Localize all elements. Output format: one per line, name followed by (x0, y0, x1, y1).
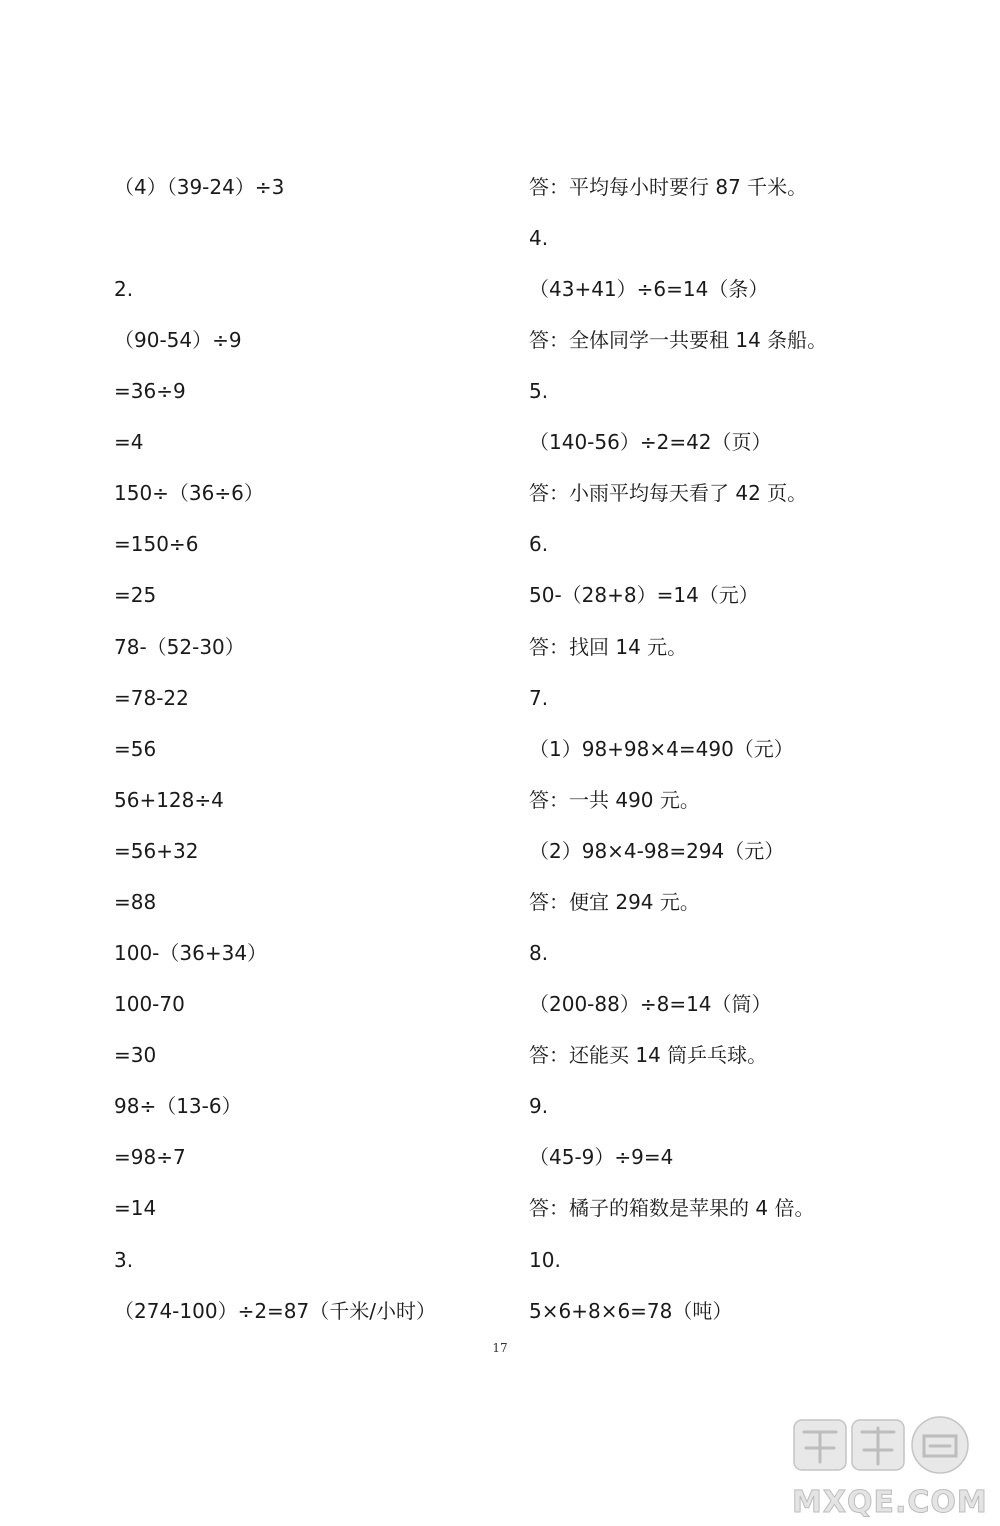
right-line: 答：小雨平均每天看了 42 页。 (529, 481, 808, 505)
right-line: 5×6+8×6=78（吨） (529, 1299, 733, 1323)
page-number: 17 (492, 1341, 508, 1355)
right-line: 9. (529, 1094, 549, 1118)
right-line: （140-56）÷2=42（页） (529, 430, 772, 454)
left-line: 3. (114, 1248, 134, 1272)
right-line: 答：平均每小时要行 87 千米。 (529, 175, 808, 199)
left-line: =88 (114, 890, 157, 914)
right-line: 答：橘子的箱数是苹果的 4 倍。 (529, 1196, 815, 1220)
left-line: （90-54）÷9 (114, 328, 242, 352)
right-line: 10. (529, 1248, 561, 1272)
right-line: （45-9）÷9=4 (529, 1145, 674, 1169)
watermark-logo-icon (790, 1410, 980, 1480)
left-line: 100-（36+34） (114, 941, 268, 965)
right-line: 7. (529, 686, 549, 710)
left-line: 78-（52-30） (114, 635, 245, 659)
right-line: （200-88）÷8=14（筒） (529, 992, 772, 1016)
right-line: 答：便宜 294 元。 (529, 890, 700, 914)
left-line: =14 (114, 1196, 157, 1220)
right-line: 答：还能买 14 筒乒乓球。 (529, 1043, 768, 1067)
watermark-site-text: MXQE.COM (792, 1485, 988, 1520)
right-line: 50-（28+8）=14（元） (529, 583, 759, 607)
right-line: 5. (529, 379, 549, 403)
left-line: （4）（39-24）÷3 (114, 175, 285, 199)
left-line: =4 (114, 430, 144, 454)
left-line: =98÷7 (114, 1145, 186, 1169)
right-line: 答：全体同学一共要租 14 条船。 (529, 328, 828, 352)
right-line: （43+41）÷6=14（条） (529, 277, 769, 301)
left-line: 56+128÷4 (114, 788, 224, 812)
left-line: =56 (114, 737, 157, 761)
left-line: =25 (114, 583, 157, 607)
left-line: 150÷（36÷6） (114, 481, 264, 505)
left-line: 100-70 (114, 992, 185, 1016)
left-line: =56+32 (114, 839, 199, 863)
right-line: 4. (529, 226, 549, 250)
left-line: 98÷（13-6） (114, 1094, 242, 1118)
watermark (790, 1410, 988, 1520)
right-line: 答：找回 14 元。 (529, 635, 688, 659)
right-line: 6. (529, 532, 549, 556)
right-line: 答：一共 490 元。 (529, 788, 700, 812)
left-line: =30 (114, 1043, 157, 1067)
left-line: =150÷6 (114, 532, 199, 556)
left-line: =36÷9 (114, 379, 186, 403)
right-line: （1）98+98×4=490（元） (529, 737, 794, 761)
left-line: （274-100）÷2=87（千米/小时） (114, 1299, 436, 1323)
left-line: =78-22 (114, 686, 189, 710)
right-line: （2）98×4-98=294（元） (529, 839, 785, 863)
right-line: 8. (529, 941, 549, 965)
left-line: 2. (114, 277, 134, 301)
